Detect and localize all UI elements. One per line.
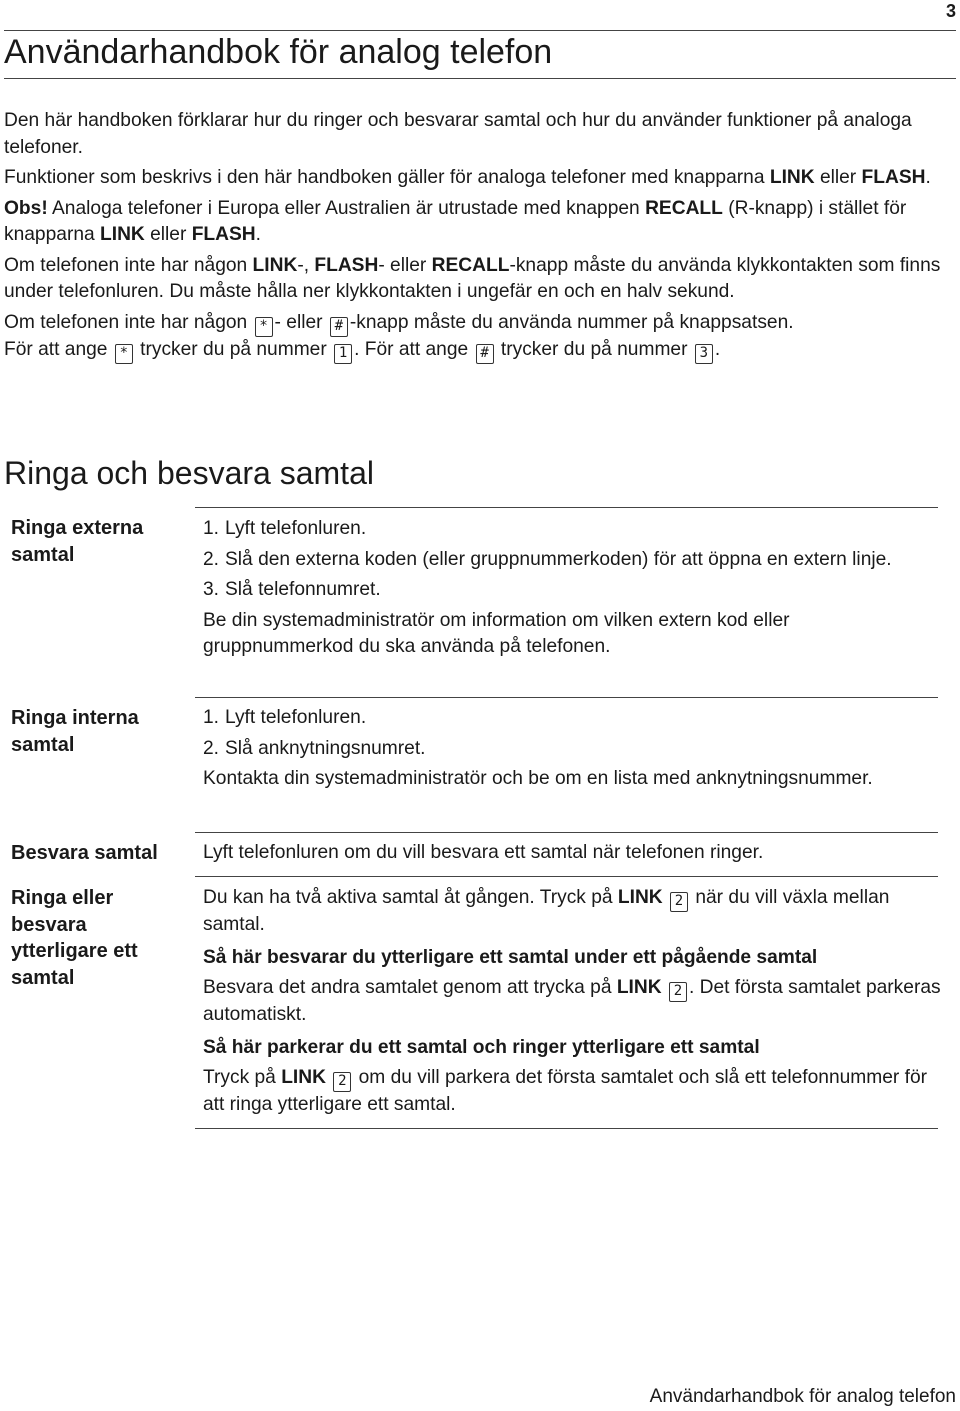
- section-title: Ringa och besvara samtal: [4, 455, 374, 491]
- hash-key-icon: #: [476, 344, 494, 364]
- star-key-icon: *: [115, 344, 133, 364]
- page-number: 3: [945, 1, 956, 21]
- hash-key-icon: #: [330, 317, 348, 337]
- subheading-park-call: Så här parkerar du ett samtal och ringer ytterligare ett samtal: [203, 1036, 760, 1058]
- internal-note: Kontakta din systemadministratör och be om en lista med anknytningsnummer.: [203, 768, 873, 789]
- intro-paragraph-hook: Om telefonen inte har någon LINK-, FLASH- eller RECALL-knapp måste du använda klykkontakten som finns under telefonluren. Du måste hålla ner klykkontakten i ungefär en och en halv sekund.: [4, 254, 941, 302]
- side-label-answer: Besvara samtal: [11, 842, 158, 864]
- subheading-answer-another: Så här besvarar du ytterligare ett samtal under ett pågående samtal: [203, 946, 818, 968]
- key-2-icon: 2: [670, 892, 688, 912]
- star-key-icon: *: [255, 317, 273, 337]
- step-item: 1. Lyft telefonluren.: [203, 707, 367, 728]
- section-rule: [195, 507, 938, 508]
- page-title: Användarhandbok för analog telefon: [4, 33, 553, 71]
- internal-content: [203, 705, 943, 793]
- more-paragraph-1: Du kan ha två aktiva samtal åt gången. Tryck på LINK 2 när du vill växla mellan samtal.: [203, 887, 890, 935]
- key-2-icon: 2: [333, 1072, 351, 1092]
- side-label-internal: Ringa interna samtal: [11, 707, 139, 756]
- more-content: [203, 885, 943, 1119]
- obs-label: Obs!: [4, 197, 48, 219]
- intro-paragraph-keys-2: För att ange * trycker du på nummer 1 . För att ange # trycker du på nummer 3 .: [4, 337, 956, 364]
- key-3-icon: 3: [695, 344, 713, 364]
- key-1-icon: 1: [334, 344, 352, 364]
- key-2-icon: 2: [669, 982, 687, 1002]
- obs-note: Obs! Analoga telefoner i Europa eller Australien är utrustade med knappen RECALL (R-knapp) i stället för knapparna LINK eller FLASH.: [4, 197, 907, 245]
- answer-content: Lyft telefonluren om du vill besvara ett samtal när telefonen ringer.: [203, 842, 764, 863]
- section-end-rule: [195, 1128, 938, 1129]
- step-item: 2. Slå anknytningsnumret.: [203, 737, 426, 759]
- title-bottom-rule: [4, 78, 956, 79]
- external-note: Be din systemadministratör om information om vilken extern kod eller gruppnummerkod du ska använda på telefonen.: [203, 609, 790, 657]
- intro-paragraph-2: Funktioner som beskrivs i den här handboken gäller för analoga telefoner med knapparna LINK eller FLASH.: [4, 167, 931, 188]
- side-label-external: Ringa externa samtal: [11, 517, 144, 566]
- step-item: 2. Slå den externa koden (eller gruppnummerkoden) för att öppna en extern linje.: [203, 548, 892, 570]
- section-rule: [195, 832, 938, 833]
- intro-text: [4, 108, 956, 368]
- flash-key-name: FLASH: [861, 167, 926, 188]
- header-top-rule: [4, 30, 956, 31]
- more-paragraph-3: Tryck på LINK 2 om du vill parkera det första samtalet och slå ett telefonnummer för att ringa ytterligare ett samtal.: [203, 1067, 928, 1115]
- step-item: 3. Slå telefonnumret.: [203, 579, 381, 600]
- side-label-more: Ringa eller besvara ytterligare ett samtal: [11, 887, 138, 989]
- page-footer: Användarhandbok för analog telefon: [649, 1386, 956, 1407]
- step-item: 1. Lyft telefonluren.: [203, 518, 367, 539]
- intro-paragraph-keys: Om telefonen inte har någon * - eller # -knapp måste du använda nummer på knappsatsen.: [4, 310, 956, 337]
- more-paragraph-2: Besvara det andra samtalet genom att trycka på LINK 2 . Det första samtalet parkeras automatiskt.: [203, 977, 941, 1025]
- link-key-name: LINK: [769, 167, 815, 188]
- external-content: [203, 516, 943, 661]
- section-rule: [195, 697, 938, 698]
- section-rule: [195, 876, 938, 877]
- intro-paragraph-1: Den här handboken förklarar hur du ringer och besvarar samtal och hur du använder funktioner på analoga telefoner.: [4, 110, 912, 158]
